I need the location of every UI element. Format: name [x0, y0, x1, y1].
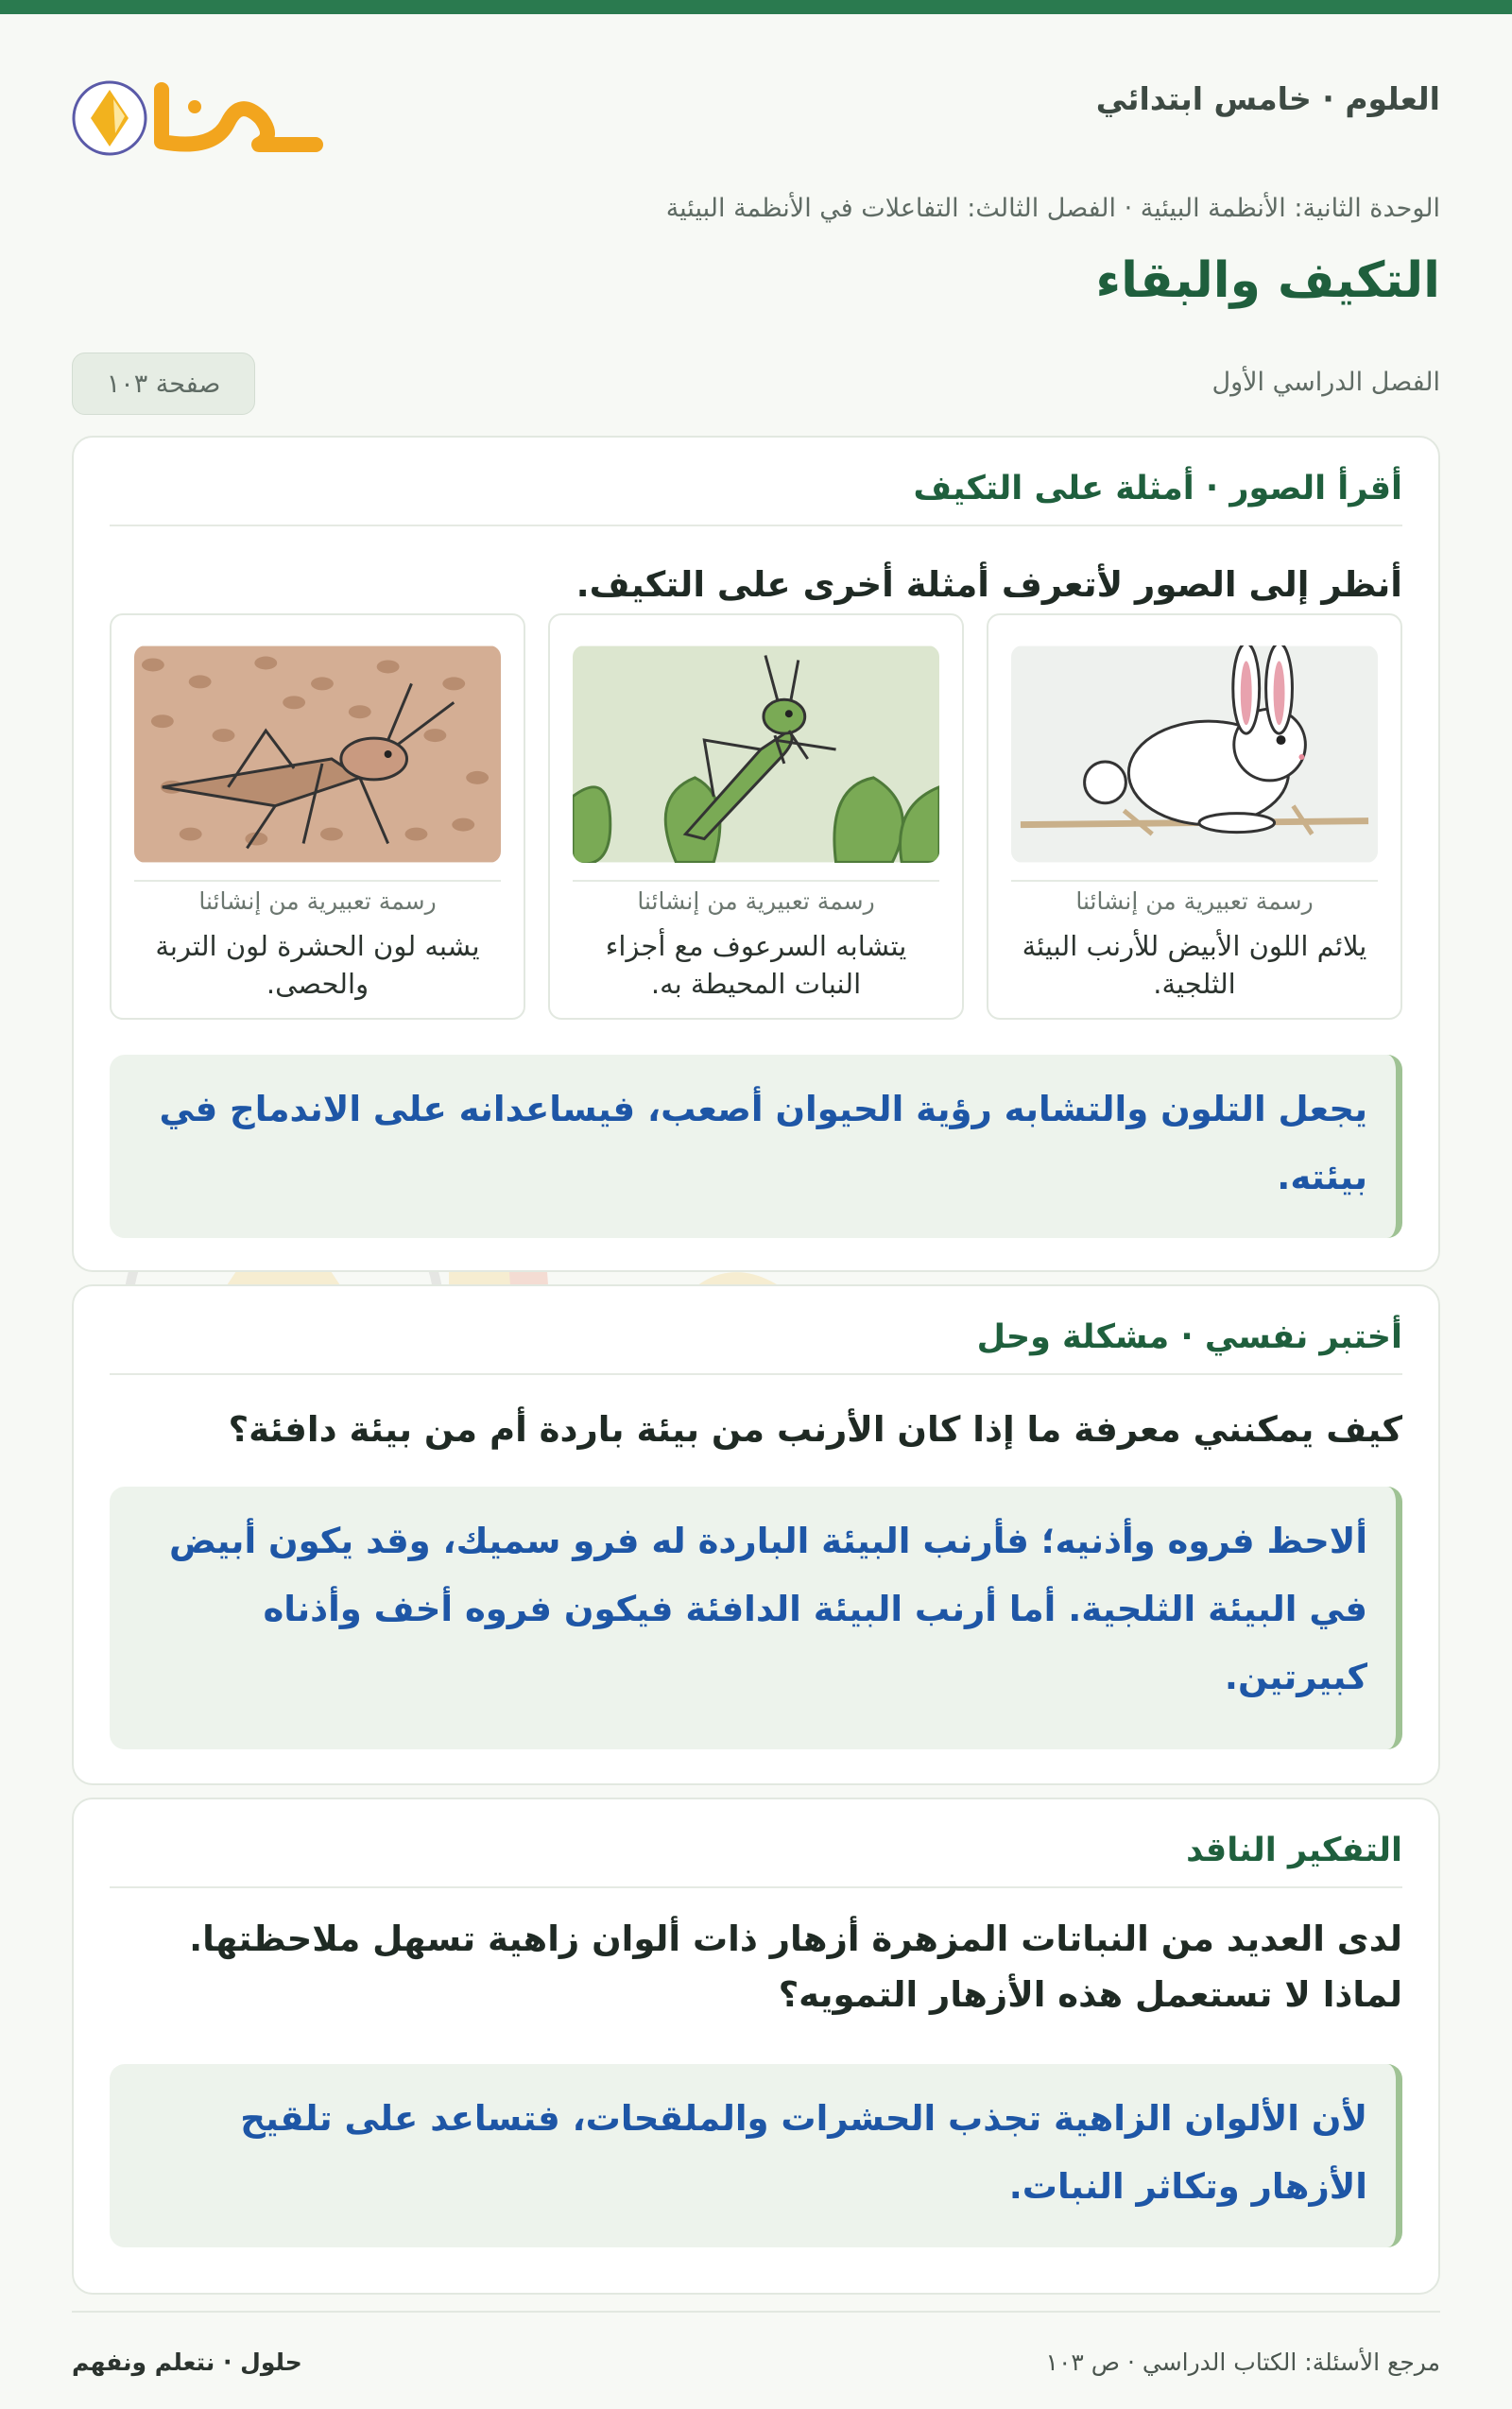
card-header: [110, 1318, 1402, 1375]
insect-on-soil-icon: [134, 645, 501, 863]
problem-question: كيف يمكنني معرفة ما إذا كان الأرنب من بيئة باردة أم من بيئة دافئة؟: [228, 1409, 1402, 1450]
figure-caption: يلائم اللون الأبيض للأرنب البيئة الثلجية.: [1022, 930, 1367, 1001]
critical-answer: لأن الألوان الزاهية تجذب الحشرات والملقحات، فتساعد على تلقيح الأزهار وتكاثر النبات.: [110, 2064, 1402, 2247]
page-header: [72, 14, 1440, 175]
figure-rabbit: [987, 613, 1402, 1020]
figure-caption: يشبه لون الحشرة لون التربة والحصى.: [155, 930, 480, 1001]
page-title: التكيف والبقاء: [1095, 252, 1440, 309]
mantis-illustration: [573, 645, 939, 863]
card-header: [110, 470, 1402, 526]
card-header: [110, 1832, 1402, 1888]
figure-credit: رسمة تعبيرية من إنشائنا: [573, 880, 939, 915]
top-accent-bar: [0, 0, 1512, 14]
page-footer: [72, 2311, 1440, 2376]
figures-row: [110, 613, 1402, 1020]
page-content: [72, 14, 1440, 2208]
critical-question: لدى العديد من النباتات المزهرة أزهار ذات ألوان زاهية تسهل ملاحظتها. لماذا لا تستعمل هذه الأزهار التمويه؟: [189, 1919, 1402, 2016]
figure-caption: يتشابه السرعوف مع أجزاء النبات المحيطة به.: [605, 930, 907, 1001]
card-heading: أقرأ الصور · أمثلة على التكيف: [913, 470, 1402, 508]
page-number-badge: صفحة ١٠٣: [72, 353, 255, 415]
card-heading: التفكير الناقد: [1186, 1832, 1402, 1869]
card-heading: أختبر نفسي · مشكلة وحل: [976, 1318, 1402, 1356]
pictures-card: [72, 436, 1440, 1272]
semester-label: الفصل الدراسي الأول: [1211, 368, 1440, 397]
problem-solution-card: [72, 1284, 1440, 1785]
problem-answer: ألاحظ فروه وأذنيه؛ فأرنب البيئة الباردة له فرو سميك، وقد يكون أبيض في البيئة الثلجية. أما أرنب البيئة الدافئة فيكون فروه أخف وأذناه كبيرتين.: [110, 1487, 1402, 1749]
subject-label: العلوم · خامس ابتدائي: [1095, 80, 1440, 117]
figure-insect: [110, 613, 525, 1020]
pictures-prompt: أنظر إلى الصور لأتعرف أمثلة أخرى على التكيف.: [576, 564, 1402, 605]
insect-illustration: [134, 645, 501, 863]
figure-credit: رسمة تعبيرية من إنشائنا: [134, 880, 501, 915]
grasshopper-icon: [573, 645, 939, 863]
breadcrumb: الوحدة الثانية: الأنظمة البيئية · الفصل الثالث: التفاعلات في الأنظمة البيئية: [665, 194, 1440, 223]
figure-mantis: [548, 613, 964, 1020]
figure-credit: رسمة تعبيرية من إنشائنا: [1011, 880, 1378, 915]
critical-thinking-card: [72, 1798, 1440, 2295]
rabbit-illustration: [1011, 645, 1378, 863]
hulul-logo[interactable]: [72, 61, 327, 165]
rabbit-icon: [1011, 645, 1378, 863]
pictures-answer: يجعل التلون والتشابه رؤية الحيوان أصعب، فيساعدانه على الاندماج في بيئته.: [110, 1055, 1402, 1238]
footer-reference: مرجع الأسئلة: الكتاب الدراسي · ص ١٠٣: [1045, 2349, 1440, 2376]
footer-brand[interactable]: حلول · نتعلم ونفهم: [72, 2349, 302, 2376]
